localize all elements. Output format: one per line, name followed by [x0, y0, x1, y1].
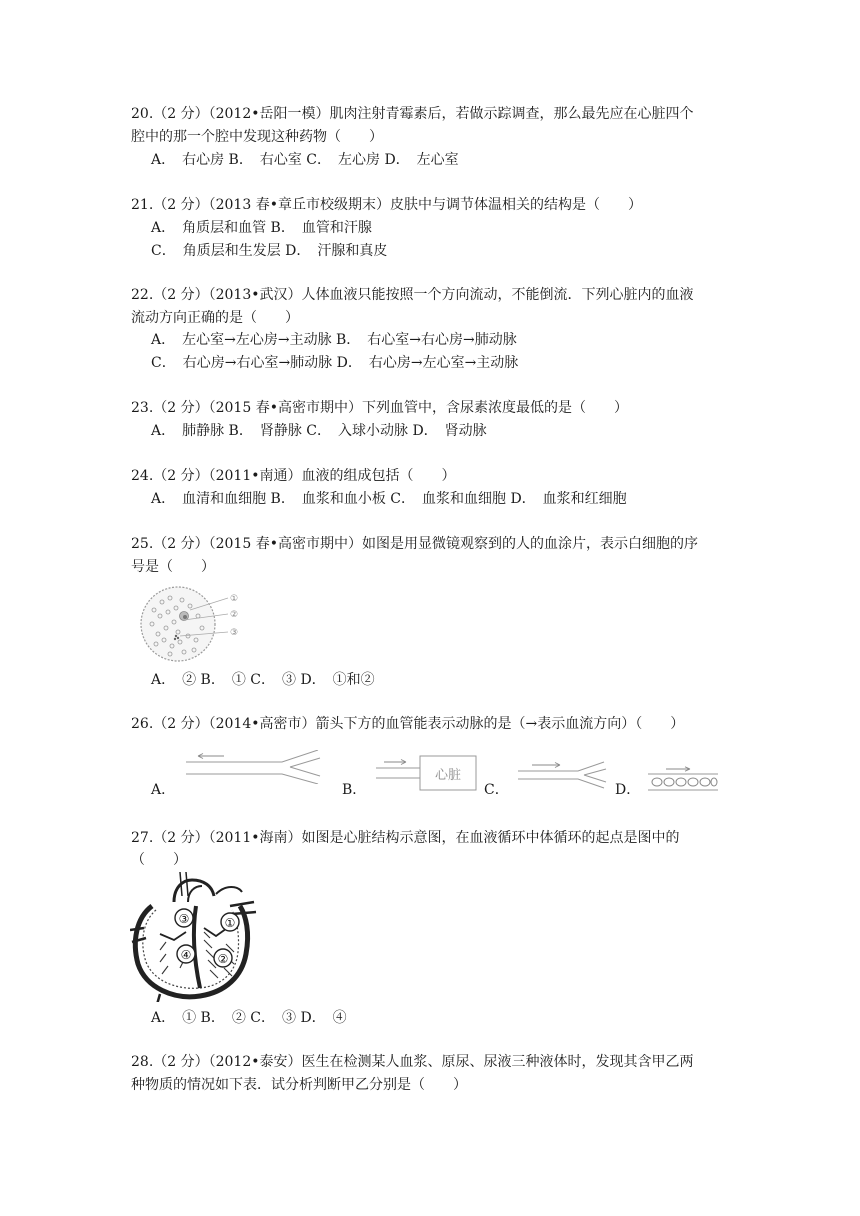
answer-options: A． 血清和血细胞 B． 血浆和血小板 C． 血浆和血细胞 D． 血浆和红细胞 — [151, 491, 627, 507]
blood-smear-figure — [140, 586, 240, 668]
figure-label: ③ — [230, 628, 239, 638]
vessel-diagram-d — [648, 766, 720, 794]
question-stem: 种物质的情况如下表．试分析判断甲乙分别是（ ） — [131, 1077, 467, 1093]
figure-label: ① — [230, 594, 239, 604]
figure-label: ② — [230, 610, 239, 620]
heart-structure-figure — [130, 872, 266, 1002]
answer-options: A． 右心房 B． 右心室 C． 左心房 D． 左心室 — [151, 152, 459, 168]
vessel-diagram-b — [376, 754, 480, 794]
question-stem: 24.（2 分）（2011•南通）血液的组成包括（ ） — [131, 468, 456, 484]
option-label-c: C． — [484, 782, 509, 798]
heart-box-label: 心脏 — [434, 768, 462, 783]
question-stem: 26.（2 分）（2014•高密市）箭头下方的血管能表示动脉的是（→表示血流方向）（ ） — [131, 716, 685, 732]
answer-options: A． ② B． ① C． ③ D． ①和② — [151, 672, 375, 688]
option-label-a: A． — [151, 782, 176, 798]
chamber-label: ② — [217, 952, 229, 966]
question-stem: 22.（2 分）（2013•武汉）人体血液只能按照一个方向流动，不能倒流．下列心脏内的血液 — [131, 287, 694, 303]
question-stem: （ ） — [131, 852, 187, 868]
question-stem: 28.（2 分）（2012•泰安）医生在检测某人血浆、原尿、尿液三种液体时，发现其含甲乙两 — [131, 1054, 694, 1070]
question-stem: 23.（2 分）（2015 春•高密市期中）下列血管中，含尿素浓度最低的是（ ） — [131, 400, 628, 416]
answer-options: C． 角质层和生发层 D． 汗腺和真皮 — [151, 243, 388, 259]
chamber-label: ① — [224, 916, 236, 930]
answer-options: C． 右心房→右心室→肺动脉 D． 右心房→左心室→主动脉 — [151, 355, 519, 371]
option-label-b: B． — [342, 782, 367, 798]
question-stem: 流动方向正确的是（ ） — [131, 310, 299, 326]
question-stem: 号是（ ） — [131, 559, 215, 575]
answer-options: A． 角质层和血管 B． 血管和汗腺 — [151, 220, 372, 236]
vessel-diagram-c — [518, 760, 610, 790]
question-stem: 20.（2 分）（2012•岳阳一模）肌肉注射青霉素后，若做示踪调查，那么最先应在心脏四个 — [131, 106, 694, 122]
question-stem: 27.（2 分）（2011•海南）如图是心脏结构示意图，在血液循环中体循环的起点是图中的 — [131, 830, 680, 846]
option-label-d: D． — [615, 782, 641, 798]
answer-options: A． 左心室→左心房→主动脉 B． 右心室→右心房→肺动脉 — [151, 332, 517, 348]
chamber-label: ④ — [180, 948, 192, 962]
vessel-diagram-a — [186, 750, 326, 784]
question-stem: 腔中的那一个腔中发现这种药物（ ） — [131, 129, 383, 145]
chamber-label: ③ — [178, 912, 190, 926]
question-stem: 25.（2 分）（2015 春•高密市期中）如图是用显微镜观察到的人的血涂片，表示白细胞的序 — [131, 536, 698, 552]
answer-options: A． ① B． ② C． ③ D． ④ — [151, 1010, 347, 1026]
answer-options: A． 肺静脉 B． 肾静脉 C． 入球小动脉 D． 肾动脉 — [151, 423, 487, 439]
question-stem: 21.（2 分）（2013 春•章丘市校级期末）皮肤中与调节体温相关的结构是（ ） — [131, 197, 642, 213]
